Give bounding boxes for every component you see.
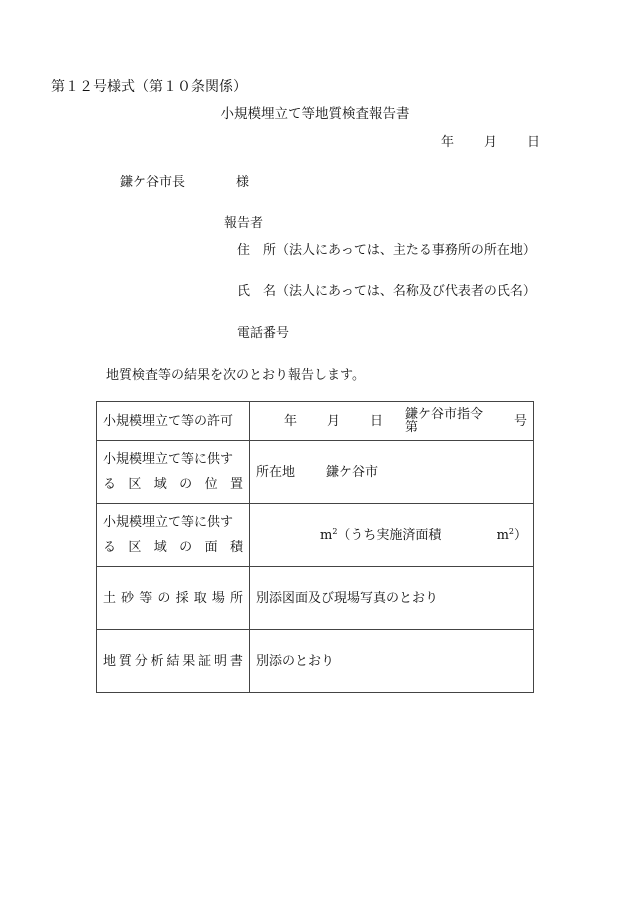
date-year: 年 [440,135,454,150]
label-char: 採 [175,590,189,606]
area-unit-sup-2: 2 [508,527,514,536]
reporter-label: 報告者 [224,216,264,231]
label-char: 面 [204,540,218,555]
permit-label: 小規模埋立て等の許可 [97,402,250,441]
permit-value [250,402,534,441]
table-row-area [97,504,534,567]
location-key: 所在地 [256,464,296,480]
label-char: 明 [214,653,228,669]
area-label [97,504,250,567]
location-value [250,441,534,504]
label-char: 区 [128,540,142,555]
label-char: 書 [229,653,243,669]
addressee-honorific: 様 [236,175,250,190]
label-char: 場 [211,590,225,606]
date-month: 月 [483,135,497,150]
label-char: の [179,477,193,492]
label-char: 分 [134,653,148,669]
location-city: 鎌ケ谷市 [326,464,379,480]
reporter-address: 住 所（法人にあっては、主たる事務所の所在地） [237,243,536,258]
area-unit-2 [497,528,514,542]
location-label-line1: 小規模埋立て等に供す [103,452,234,467]
label-char: る [103,477,117,492]
reporter-name: 氏 名（法人にあっては、名称及び代表者の氏名） [237,284,536,299]
label-char: 析 [150,653,164,669]
table-row-permit [97,402,534,441]
label-char: 地 [103,653,117,669]
label-char: 位 [204,477,218,492]
label-char: 積 [229,540,243,555]
area-unit-m: m [320,528,333,543]
label-char: 砂 [121,590,135,606]
reporter-phone: 電話番号 [237,326,290,341]
area-label-line2 [103,541,243,554]
certificate-value: 別添のとおり [250,630,534,693]
area-note: （うち実施済面積 [337,527,442,543]
label-char: 置 [229,477,243,492]
intro-text: 地質検査等の結果を次のとおり報告します。 [106,368,365,383]
soil-value: 別添図面及び現場写真のとおり [250,567,534,630]
report-table [96,401,534,693]
area-unit-m-2: m [496,528,509,543]
form-number: 第１２号様式（第１０条関係） [51,79,247,95]
soil-label [97,567,250,630]
label-char: の [157,590,171,606]
permit-reference: 鎌ケ谷市指令第 [405,407,484,435]
certificate-label [97,630,250,693]
area-close: ） [513,527,527,543]
addressee-name: 鎌ケ谷市長 [120,175,186,190]
label-char: 土 [103,590,117,606]
label-char: る [103,540,117,555]
label-char: の [179,540,193,555]
table-row-location [97,441,534,504]
label-char: 域 [153,540,167,555]
permit-month: 月 [327,413,341,429]
report-date [440,136,540,149]
label-char: 域 [153,477,167,492]
label-char: 区 [128,477,142,492]
area-unit-sup: 2 [332,527,338,536]
permit-year: 年 [284,413,298,429]
location-label-line2 [103,478,243,491]
label-char: 果 [182,653,196,669]
area-value [250,504,534,567]
document-title: 小規模埋立て等地質検査報告書 [220,106,410,122]
table-row-soil [97,567,534,630]
table-row-certificate [97,630,534,693]
permit-day: 日 [370,413,384,429]
area-label-line1: 小規模埋立て等に供す [103,515,234,530]
permit-number: 号 [513,413,527,429]
location-label [97,441,250,504]
area-unit [320,528,337,542]
label-char: 結 [166,653,180,669]
label-char: 証 [198,653,212,669]
label-char: 所 [229,590,243,606]
label-char: 取 [193,590,207,606]
label-char: 等 [139,590,153,606]
date-day: 日 [526,135,540,150]
label-char: 質 [118,653,132,669]
